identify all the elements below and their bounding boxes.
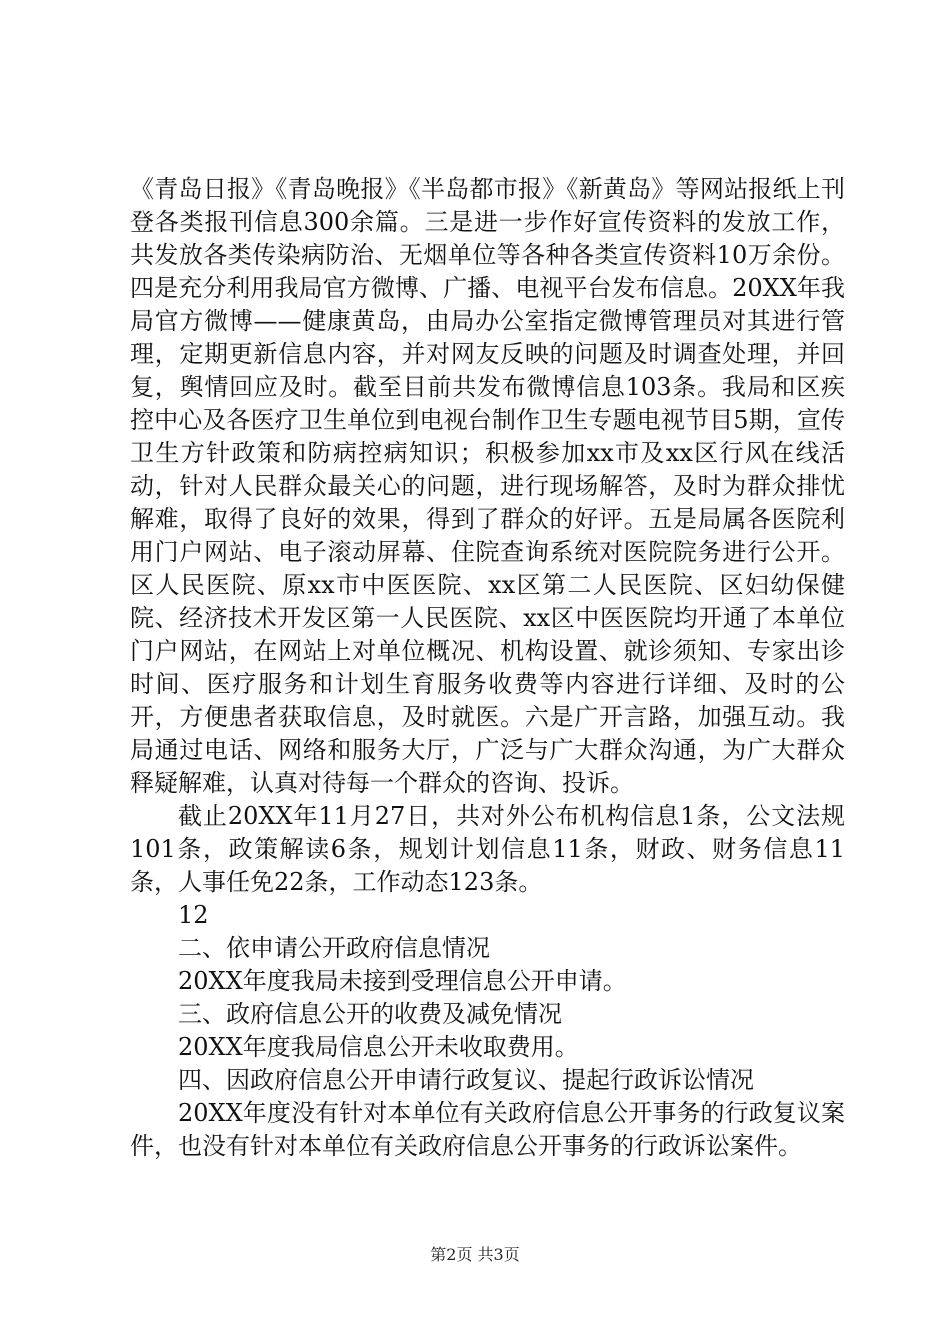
statistics-paragraph: 截止20XX年11月27日，共对外公布机构信息1条，公文法规101条，政策解读6条，规划计划信息11条，财政、财务信息11条，人事任免22条，工作动态123条。 — [130, 802, 845, 896]
body-paragraph: 《青岛日报》《青岛晚报》《半岛都市报》《新黄岛》等网站报纸上刊登各类报刊信息300余篇。三是进一步作好宣传资料的发放工作，共发放各类传染病防治、无烟单位等各种各类宣传资料10万余份。四是充分利用我局官方微博、广播、电视平台发布信息。20XX年我局官方微博——健康黄岛，由局办公室指定微博管理员对其进行管理，定期更新信息内容，并对网友反映的问题及时调查处理，并回复，舆情回应及时。截至目前共发布微博信息103条。我局和区疾控中心及各医疗卫生单位到电视台制作卫生专题电视节目5期，宣传卫生方针政策和防病控病知识；积极参加xx市及xx区行风在线活动，针对人民群众最关心的问题，进行现场解答，及时为群众排忧解难，取得了良好的效果，得到了群众的好评。五是局属各医院利用门户网站、电子滚动屏幕、住院查询系统对医院院务进行公开。区人民医院、原xx市中医医院、xx区第二人民医院、区妇幼保健院、经济技术开发区第一人民医院、xx区中医医院均开通了本单位门户网站，在网站上对单位概况、机构设置、就诊须知、专家出诊时间、医疗服务和计划生育服务收费等内容进行详细、及时的公开，方便患者获取信息，及时就医。六是广开言路，加强互动。我局通过电话、网络和服务大厅，广泛与广大群众沟通，为广大群众释疑解难，认真对待每一个群众的咨询、投诉。 — [130, 175, 845, 797]
page-footer: 第2页 共3页 — [430, 1245, 520, 1264]
paragraph-number: 12 — [178, 901, 209, 929]
section-heading-3: 三、政府信息公开的收费及减免情况 — [178, 1000, 562, 1028]
body-paragraph: 20XX年度我局未接到受理信息公开申请。 — [178, 967, 627, 995]
document-body — [130, 173, 845, 1163]
section-heading-2: 二、依申请公开政府信息情况 — [178, 934, 490, 962]
body-paragraph: 20XX年度我局信息公开未收取费用。 — [178, 1033, 579, 1061]
section-heading-4: 四、因政府信息公开申请行政复议、提起行政诉讼情况 — [178, 1066, 754, 1094]
body-paragraph: 20XX年度没有针对本单位有关政府信息公开事务的行政复议案件，也没有针对本单位有关政府信息公开事务的行政诉讼案件。 — [130, 1099, 845, 1160]
